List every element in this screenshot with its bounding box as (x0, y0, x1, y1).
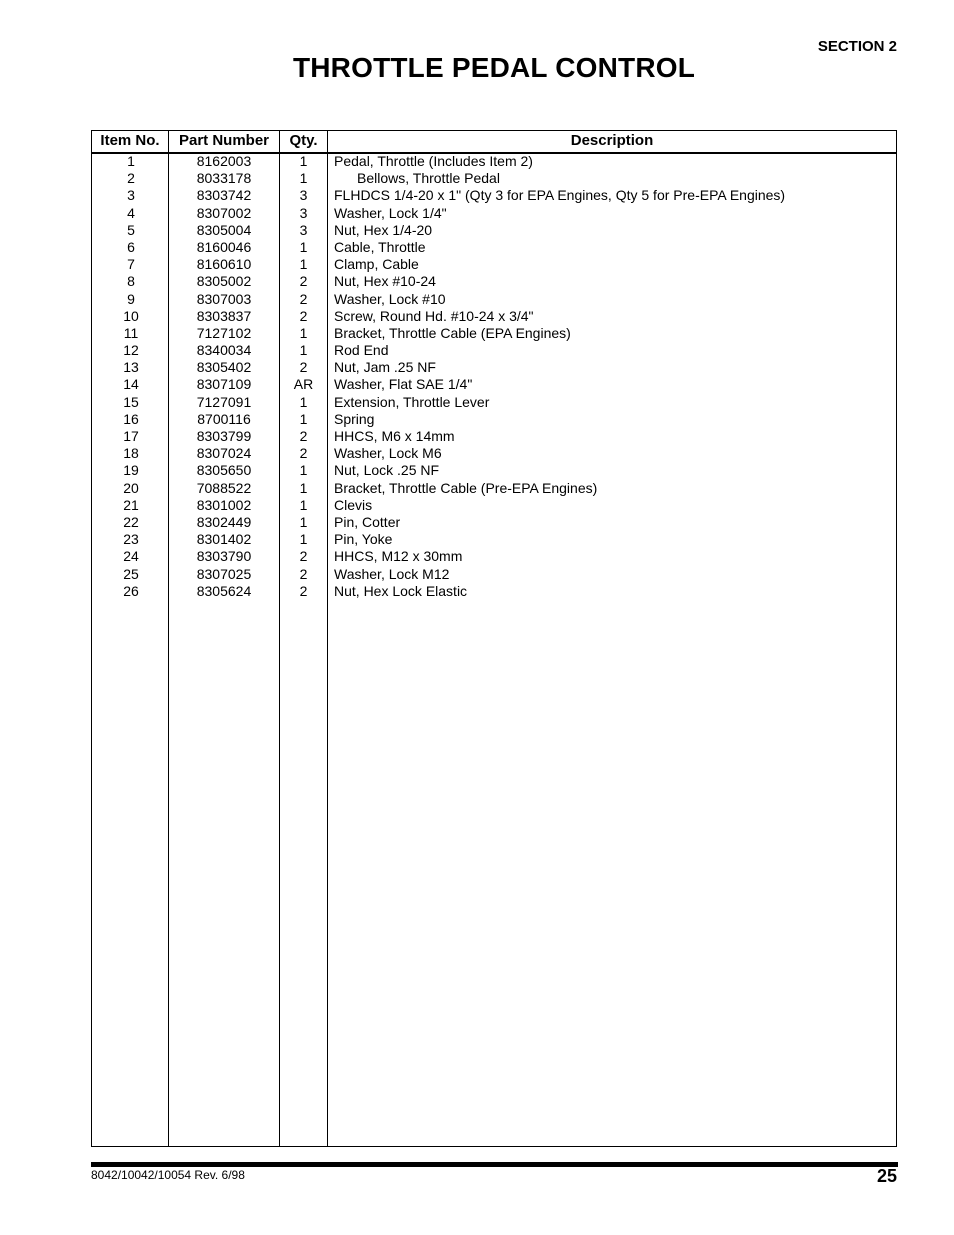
description-cell: Nut, Hex #10-24 (334, 273, 436, 290)
description-cell: Clamp, Cable (334, 256, 419, 273)
item-number-cell: 18 (123, 445, 139, 462)
part-number-cell: 7088522 (196, 479, 252, 496)
footer-rule (91, 1162, 898, 1167)
table-row (92, 411, 896, 428)
table-row (92, 462, 896, 479)
item-number-cell: 23 (123, 531, 139, 548)
table-row (92, 480, 896, 497)
item-number-cell: 22 (123, 513, 139, 530)
part-number-cell: 8162003 (196, 153, 252, 169)
table-row (92, 239, 896, 256)
quantity-cell: 1 (299, 342, 308, 359)
table-row (92, 548, 896, 565)
description-cell: Nut, Hex 1/4-20 (334, 221, 433, 238)
part-number-cell: 7127091 (196, 393, 252, 410)
quantity-cell: 1 (299, 256, 308, 273)
item-number-cell: 1 (127, 153, 135, 169)
description-cell: Nut, Jam .25 NF (334, 359, 436, 376)
column-header-description: Description (570, 132, 654, 149)
item-number-cell: 6 (127, 238, 135, 255)
quantity-cell: 1 (299, 479, 308, 496)
part-number-cell: 8301402 (196, 531, 252, 548)
part-number-cell: 8303742 (196, 187, 252, 204)
description-cell: Screw, Round Hd. #10-24 x 3/4" (334, 307, 534, 324)
description-cell: Washer, Flat SAE 1/4" (334, 376, 473, 393)
parts-table (91, 130, 897, 1147)
quantity-cell: 3 (299, 187, 308, 204)
quantity-cell: AR (293, 376, 314, 393)
description-cell: FLHDCS 1/4-20 x 1" (Qty 3 for EPA Engines, Qty 5 for Pre-EPA Engines) (334, 187, 786, 204)
quantity-cell: 1 (299, 324, 308, 341)
description-cell: Cable, Throttle (334, 238, 426, 255)
part-number-cell: 8305002 (196, 273, 252, 290)
description-cell: Pedal, Throttle (Includes Item 2) (334, 153, 533, 169)
quantity-cell: 2 (299, 428, 308, 444)
part-number-cell: 8307109 (196, 376, 252, 393)
table-row (92, 273, 896, 290)
item-number-cell: 12 (123, 342, 139, 359)
description-cell: Washer, Lock M12 (334, 565, 450, 582)
part-number-cell: 8307024 (196, 445, 252, 462)
part-number-cell: 8700116 (197, 410, 251, 427)
table-header (92, 131, 896, 154)
quantity-cell: 2 (299, 359, 308, 376)
quantity-cell: 1 (299, 170, 308, 187)
item-number-cell: 3 (127, 187, 135, 204)
quantity-cell: 3 (299, 221, 308, 238)
description-cell: Pin, Cotter (334, 513, 401, 530)
table-row (92, 256, 896, 273)
table-body (92, 153, 896, 600)
item-number-cell: 15 (123, 393, 139, 410)
item-number-cell: 26 (123, 582, 139, 599)
part-number-cell: 8305650 (196, 462, 252, 479)
item-number-cell: 19 (123, 462, 139, 479)
table-row (92, 325, 896, 342)
item-number-cell: 21 (123, 496, 139, 513)
table-row (92, 376, 896, 393)
quantity-cell: 1 (299, 238, 308, 255)
description-cell: HHCS, M6 x 14mm (334, 428, 455, 444)
part-number-cell: 8302449 (196, 513, 252, 530)
part-number-cell: 8303799 (196, 428, 252, 444)
quantity-cell: 1 (299, 496, 308, 513)
part-number-cell: 8301002 (196, 496, 252, 513)
description-cell: Washer, Lock M6 (334, 445, 442, 462)
table-row (92, 394, 896, 411)
description-cell: Nut, Hex Lock Elastic (334, 582, 468, 599)
description-cell: Nut, Lock .25 NF (334, 462, 440, 479)
description-cell: Rod End (334, 342, 389, 359)
item-number-cell: 4 (127, 204, 135, 221)
part-number-cell: 8303837 (196, 307, 252, 324)
quantity-cell: 1 (299, 393, 308, 410)
item-number-cell: 8 (127, 273, 135, 290)
part-number-cell: 8305004 (196, 221, 252, 238)
quantity-cell: 2 (299, 565, 308, 582)
item-number-cell: 11 (123, 324, 139, 341)
item-number-cell: 10 (123, 307, 139, 324)
item-number-cell: 5 (127, 221, 135, 238)
table-row (92, 222, 896, 239)
part-number-cell: 7127102 (196, 324, 252, 341)
table-row (92, 170, 896, 187)
description-cell: Bellows, Throttle Pedal (357, 170, 500, 187)
quantity-cell: 3 (299, 204, 308, 221)
item-number-cell: 25 (123, 565, 139, 582)
table-row (92, 153, 896, 170)
description-cell: HHCS, M12 x 30mm (334, 548, 463, 565)
section-label: SECTION 2 (817, 38, 897, 55)
part-number-cell: 8305402 (196, 359, 252, 376)
item-number-cell: 24 (123, 548, 139, 565)
quantity-cell: 1 (299, 410, 308, 427)
quantity-cell: 2 (299, 582, 308, 599)
quantity-cell: 1 (299, 462, 308, 479)
item-number-cell: 16 (123, 410, 139, 427)
description-cell: Extension, Throttle Lever (334, 393, 490, 410)
part-number-cell: 8303790 (196, 548, 252, 565)
table-row (92, 445, 896, 462)
footer-doc-number: 8042/10042/10054 Rev. 6/98 (91, 1168, 245, 1182)
table-row (92, 187, 896, 204)
column-header-item-no: Item No. (100, 132, 160, 149)
quantity-cell: 1 (299, 513, 308, 530)
quantity-cell: 1 (299, 153, 308, 169)
part-number-cell: 8160610 (196, 256, 252, 273)
part-number-cell: 8305624 (196, 582, 252, 599)
description-cell: Washer, Lock #10 (334, 290, 446, 307)
description-cell: Spring (334, 410, 375, 427)
table-row (92, 428, 896, 445)
description-cell: Washer, Lock 1/4" (334, 204, 447, 221)
table-row (92, 308, 896, 325)
quantity-cell: 2 (299, 307, 308, 324)
quantity-cell: 2 (299, 445, 308, 462)
footer-page-number: 25 (876, 1166, 897, 1186)
quantity-cell: 2 (299, 273, 308, 290)
part-number-cell: 8160046 (196, 238, 252, 255)
column-header-qty: Qty. (289, 132, 318, 149)
item-number-cell: 17 (123, 428, 139, 444)
table-row (92, 205, 896, 222)
description-cell: Pin, Yoke (334, 531, 393, 548)
column-header-part-number: Part Number (178, 132, 270, 149)
quantity-cell: 2 (299, 548, 308, 565)
item-number-cell: 14 (123, 376, 139, 393)
quantity-cell: 2 (299, 290, 308, 307)
part-number-cell: 8307002 (196, 204, 252, 221)
part-number-cell: 8033178 (196, 170, 252, 187)
part-number-cell: 8307003 (196, 290, 252, 307)
item-number-cell: 2 (127, 170, 135, 187)
table-row (92, 291, 896, 308)
quantity-cell: 1 (299, 531, 308, 548)
table-row (92, 583, 896, 600)
description-cell: Bracket, Throttle Cable (Pre-EPA Engines) (334, 479, 598, 496)
item-number-cell: 7 (127, 256, 135, 273)
description-cell: Bracket, Throttle Cable (EPA Engines) (334, 324, 571, 341)
table-row (92, 514, 896, 531)
table-row (92, 497, 896, 514)
page-title: THROTTLE PEDAL CONTROL (292, 52, 696, 83)
item-number-cell: 9 (127, 290, 135, 307)
part-number-cell: 8340034 (196, 342, 252, 359)
table-row (92, 342, 896, 359)
table-row (92, 531, 896, 548)
description-cell: Clevis (334, 496, 373, 513)
table-row (92, 359, 896, 376)
item-number-cell: 13 (123, 359, 139, 376)
part-number-cell: 8307025 (196, 565, 252, 582)
item-number-cell: 20 (123, 479, 139, 496)
table-row (92, 566, 896, 583)
